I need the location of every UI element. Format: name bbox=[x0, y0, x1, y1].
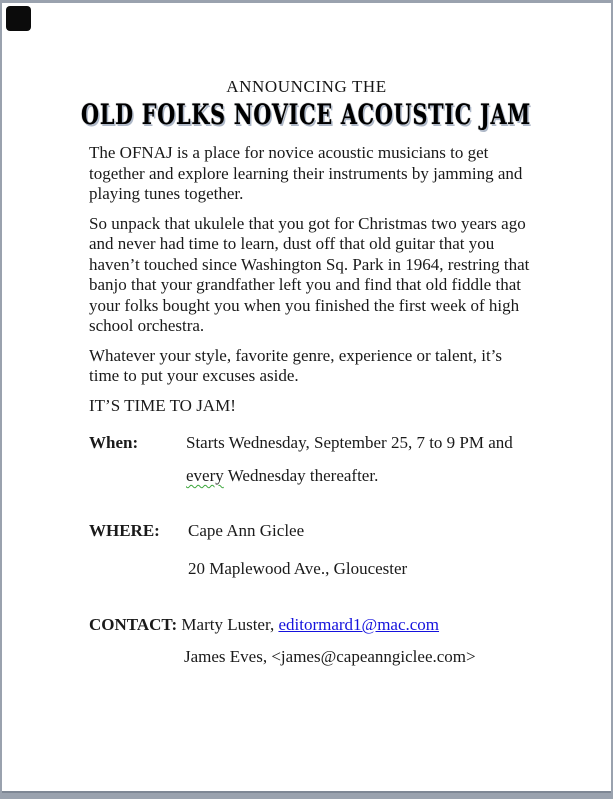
when-section bbox=[89, 432, 559, 486]
contact-name-1: Marty Luster, bbox=[177, 615, 279, 634]
grammar-flagged-word: every bbox=[186, 466, 224, 485]
when-line1: Starts Wednesday, September 25, 7 to 9 PM and bbox=[186, 433, 513, 452]
contact-section bbox=[89, 614, 559, 667]
paragraph-whatever: Whatever your style, favorite genre, experience or talent, it’s time to put your excuses aside. bbox=[89, 345, 503, 385]
where-row-1 bbox=[89, 520, 559, 541]
document-paper bbox=[2, 3, 611, 791]
when-line2-rest: Wednesday thereafter. bbox=[223, 466, 379, 485]
where-section bbox=[89, 520, 559, 579]
flyer-title-text: OLD FOLKS NOVICE ACOUSTIC JAM bbox=[81, 98, 532, 131]
paragraph-unpack: So unpack that ukulele that you got for Christmas two years ago and never had time to learn, dust off that old guitar that you haven’t touched since Washington Sq. Park in 1964, restring that banjo that your grandfather left you and find that old fiddle that your folks bought you when you finished the first week of high school orchestra. bbox=[89, 213, 530, 335]
body-copy bbox=[89, 143, 531, 425]
announcement-kicker: ANNOUNCING THE bbox=[226, 77, 387, 96]
when-row-2 bbox=[89, 465, 559, 486]
contact-email-link[interactable]: editormard1@mac.com bbox=[278, 615, 440, 634]
where-line1: Cape Ann Giclee bbox=[188, 521, 305, 540]
when-row-1 bbox=[89, 432, 559, 453]
paragraph-time-to-jam: IT’S TIME TO JAM! bbox=[89, 395, 236, 415]
where-label: WHERE: bbox=[89, 521, 160, 540]
paragraph-intro: The OFNAJ is a place for novice acoustic musicians to get together and explore learning their instruments by jamming and playing tunes together. bbox=[89, 143, 523, 203]
where-row-2: 20 Maplewood Ave., Gloucester bbox=[188, 559, 408, 578]
when-label: When: bbox=[89, 433, 139, 452]
contact-row-1 bbox=[89, 614, 559, 635]
contact-label: CONTACT: bbox=[89, 615, 178, 634]
contact-row-2: James Eves, <james@capeanngiclee.com> bbox=[184, 647, 476, 666]
flyer-title bbox=[2, 98, 611, 131]
corner-black-mark bbox=[6, 6, 31, 31]
